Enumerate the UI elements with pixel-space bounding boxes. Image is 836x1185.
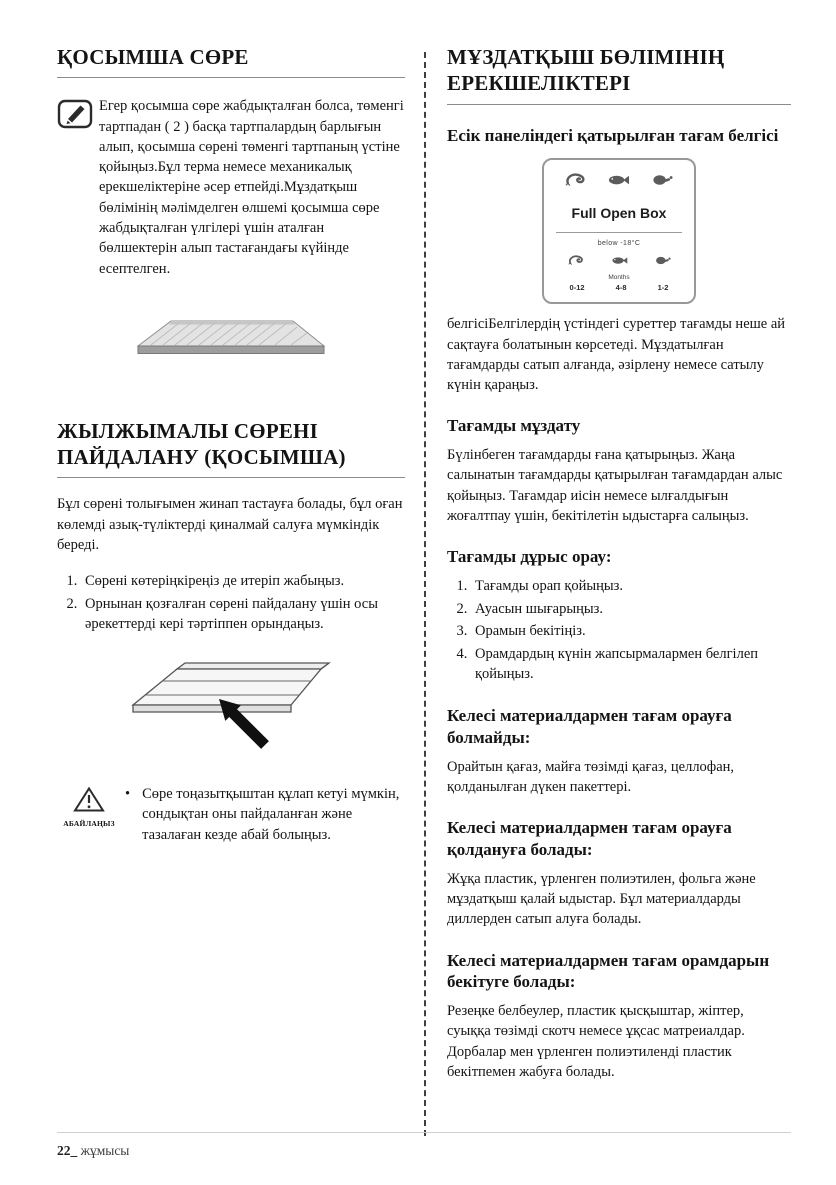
two-column-layout	[57, 44, 791, 1136]
caution-icon-col	[57, 784, 121, 845]
fish-icon	[611, 253, 628, 271]
caution-text: • Сөре тоңазытқыштан құлап кетуі мүмкін, сондықтан оны пайдаланған және тазалаған кезде абай болыңыз.	[142, 786, 400, 843]
section-title-text: ЖЫЛЖЫМАЛЫ СӨРЕНІ ПАЙДАЛАНУ (ҚОСЫМША)	[57, 418, 346, 470]
label-description: белгісіБелгілердің үстіндегі суреттер тағамды неше ай сақтауға болатынын көрсетеді. Мұздатылған тағамдарды сатып алғанда, әзірлену немесе сатылу күнін қараңыз.	[447, 316, 786, 394]
poultry-icon	[655, 253, 671, 271]
months-value: 1-2	[657, 283, 669, 293]
page-number: 22_	[57, 1143, 78, 1158]
page-footer	[57, 1143, 129, 1159]
list-item: 3. Орамын бекітіңіз.	[471, 621, 791, 642]
note-text: Егер қосымша сөре жабдықталған болса, төменгі тартпадан ( 2 ) басқа тартпалардың барлығын алып, қосымша сөрені төменгі тартпаның үстіне қойыңыз.Бұл терма немесе механикалық ерекшеліктеріне әсер етпейді.Мұздатқыш бөлімінің мәлімделген өлшемі қосымша сөре жабдықталған үлгілері үшін аталған бөлшектерін алып тастағандағы күйінде есептелген.	[99, 98, 404, 277]
materials-allowed-text: Жұқа пластик, үрленген полиэтилен, фольга және мұздатқыш қалай ыдыстар. Бұл материалдарды диллерден сатып алуға болады.	[447, 870, 756, 928]
sliding-shelf-figure	[57, 655, 405, 764]
subheading-materials-allowed: Келесі материалдармен тағам орауға қолдануға болады:	[447, 818, 732, 859]
footer-label: жұмысы	[80, 1143, 130, 1158]
subheading-door-panel-label: Есік панеліндегі қатырылған тағам белгісі	[447, 125, 779, 145]
sealing-materials-text: Резеңке белбеулер, пластик қысқыштар, жіптер, суыққа төзімді скотч немесе ұқсас матреиалдар. Дорбалар мен үрленген полиэтиленді пластик бекітпемен жабуға болады.	[447, 1003, 745, 1080]
section-title-sliding-shelf	[57, 418, 405, 479]
right-column	[447, 44, 791, 1136]
shrimp-icon	[565, 172, 586, 192]
subheading-materials-not-allowed: Келесі материалдармен тағам орауға болмайды:	[447, 706, 732, 747]
label-divider-line	[556, 232, 682, 233]
note-block	[57, 96, 405, 279]
sliding-shelf-intro: Бұл сөрені толығымен жинап тастауға болады, бұл оған көлемді азық-түліктерді қиналмай салуға мүмкіндік береді.	[57, 496, 403, 554]
caution-label: АБАЙЛАҢЫЗ	[63, 819, 115, 829]
caution-block	[57, 784, 405, 845]
wrapping-steps	[447, 576, 791, 685]
section-title-extra-shelf	[57, 44, 405, 78]
list-item: 1. Тағамды орап қойыңыз.	[471, 576, 791, 597]
column-divider	[424, 52, 426, 1136]
poultry-icon	[652, 173, 673, 192]
section-sliding-shelf	[57, 418, 405, 845]
subheading-wrapping-food: Тағамды дұрыс орау:	[447, 547, 612, 567]
step-item: 1. Сөрені көтеріңкіреңіз де итеріп жабыңыз.	[81, 571, 405, 592]
list-item: 4. Орамдардың күнін жапсырмалармен белгілеп қойыңыз.	[471, 644, 791, 685]
label-months-caption: Months	[608, 274, 630, 282]
freezing-food-text: Бүлінбеген тағамдарды ғана қатырыңыз. Жаңа салынатын тағамдарды қатырылған тағамдардан алыс қойыңыз. Тағамдар иісін немесе ылғалдығын жоғалтпау үшін, бекітілетін ыдыстарға салыңыз.	[447, 447, 783, 525]
list-item: 2. Ауасын шығарыңыз.	[471, 599, 791, 620]
section-title-text: ҚОСЫМША СӨРЕ	[57, 45, 249, 69]
footer-rule	[57, 1132, 791, 1133]
months-value: 0-12	[569, 283, 585, 293]
caution-body	[121, 784, 405, 845]
label-title: Full Open Box	[571, 205, 667, 222]
step-item: 2. Орнынан қозғалған сөрені пайдалану үшін осы әрекеттерді кері тәртіппен орындаңыз.	[81, 594, 405, 635]
food-icons-row-top	[554, 172, 684, 192]
fish-icon	[607, 173, 630, 192]
section-title-freezer-features	[447, 44, 791, 105]
note-pencil-icon	[57, 96, 99, 279]
left-column	[57, 44, 405, 1136]
label-month-values	[554, 283, 684, 292]
sliding-shelf-steps	[57, 571, 405, 635]
materials-not-allowed-text: Орайтын қағаз, майға төзімді қағаз, целлофан, қолданылған дүкен пакеттері.	[447, 758, 735, 795]
months-value: 4-8	[615, 283, 627, 293]
shrimp-icon	[568, 253, 584, 271]
warning-triangle-icon	[73, 800, 105, 817]
food-icons-row-bottom	[554, 253, 684, 271]
subheading-freezing-food: Тағамды мұздату	[447, 416, 581, 436]
frozen-food-label-figure	[542, 158, 696, 304]
extra-shelf-figure	[57, 315, 405, 370]
section-title-text: МҰЗДАТҚЫШ БӨЛІМІНІҢ ЕРЕКШЕЛІКТЕРІ	[447, 45, 725, 96]
label-temperature: below -18°C	[597, 240, 641, 248]
subheading-sealing-materials: Келесі материалдармен тағам орамдарын бекітуге болады:	[447, 950, 770, 992]
